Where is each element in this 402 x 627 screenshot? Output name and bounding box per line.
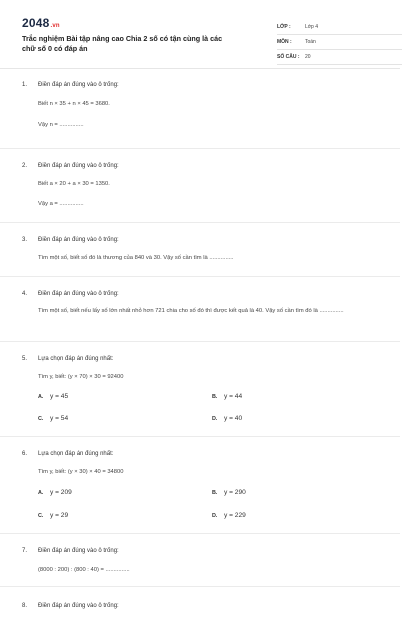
- option-text: y = 44: [224, 393, 243, 400]
- meta-table: [277, 20, 402, 65]
- option-text: y = 45: [50, 393, 69, 400]
- option-text: y = 54: [50, 415, 69, 422]
- question-prompt: Điền đáp án đúng vào ô trống:: [38, 548, 119, 554]
- question-prompt: Điền đáp án đúng vào ô trống:: [38, 603, 119, 609]
- question-number: 1.: [22, 82, 28, 88]
- question-line: Vậy n = ...............: [38, 122, 84, 128]
- meta-row-class: [277, 20, 402, 35]
- question-6: [0, 437, 400, 534]
- question-prompt: Điền đáp án đúng vào ô trống:: [38, 163, 119, 169]
- option-key: B.: [212, 394, 218, 400]
- option-key: C.: [38, 416, 44, 422]
- question-number: 4.: [22, 291, 28, 297]
- option-a[interactable]: [38, 393, 68, 400]
- question-number: 8.: [22, 603, 28, 609]
- option-b[interactable]: [212, 393, 242, 400]
- logo-suffix: .vn: [50, 23, 60, 29]
- option-text: y = 290: [224, 489, 246, 496]
- question-line: Tìm một số, biết nếu lấy số lớn nhất nhỏ hơn 721 chia cho số đó thì được kết quả là 40. Vậy số cần tìm đó là ...............: [38, 308, 344, 314]
- question-5: [0, 342, 400, 437]
- question-header: [22, 82, 119, 88]
- question-line: Biết n × 35 + n × 45 = 3680.: [38, 101, 110, 107]
- question-3: [0, 223, 400, 277]
- question-header: [22, 603, 119, 609]
- option-key: C.: [38, 513, 44, 519]
- question-prompt: Lựa chọn đáp án đúng nhất:: [38, 356, 114, 362]
- question-line: Biết a × 20 + a × 30 = 1350.: [38, 181, 110, 187]
- option-c[interactable]: [38, 512, 68, 519]
- question-header: [22, 291, 119, 297]
- question-line: Tìm một số, biết số đó là thương của 840 và 30. Vậy số cần tìm là ...............: [38, 255, 234, 261]
- question-2: [0, 149, 400, 223]
- option-d[interactable]: [212, 415, 242, 422]
- question-line: (8000 : 200) : (800 : 40) = ...............: [38, 567, 130, 573]
- meta-label: LỚP :: [277, 24, 291, 30]
- question-number: 6.: [22, 451, 28, 457]
- question-number: 7.: [22, 548, 28, 554]
- option-key: A.: [38, 490, 44, 496]
- question-header: [22, 237, 119, 243]
- option-text: y = 40: [224, 415, 243, 422]
- question-header: [22, 356, 113, 362]
- meta-value: 20: [305, 54, 311, 60]
- question-prompt: Điền đáp án đúng vào ô trống:: [38, 291, 119, 297]
- meta-value: Toán: [305, 39, 316, 45]
- question-prompt: Lựa chọn đáp án đúng nhất:: [38, 451, 114, 457]
- meta-label: SỐ CÂU :: [277, 54, 300, 60]
- question-prompt: Điền đáp án đúng vào ô trống:: [38, 237, 119, 243]
- option-text: y = 29: [50, 512, 69, 519]
- option-a[interactable]: [38, 489, 72, 496]
- question-7: [0, 534, 400, 587]
- option-key: A.: [38, 394, 44, 400]
- option-c[interactable]: [38, 415, 68, 422]
- question-number: 5.: [22, 356, 28, 362]
- option-text: y = 229: [224, 512, 246, 519]
- question-number: 3.: [22, 237, 28, 243]
- question-prompt: Điền đáp án đúng vào ô trống:: [38, 82, 119, 88]
- question-line: Tìm y, biết: (y × 30) × 40 = 34800: [38, 469, 124, 475]
- question-number: 2.: [22, 163, 28, 169]
- site-logo[interactable]: [22, 16, 60, 30]
- worksheet-header: [22, 14, 382, 64]
- logo-text: 2048: [22, 16, 50, 30]
- question-header: [22, 163, 119, 169]
- option-d[interactable]: [212, 512, 246, 519]
- meta-row-count: [277, 50, 402, 65]
- option-text: y = 209: [50, 489, 72, 496]
- document-title: Trắc nghiệm Bài tập nâng cao Chia 2 số có tận cùng là các chữ số 0 có đáp án: [22, 34, 223, 53]
- question-line: Tìm y, biết: (y × 70) × 30 = 92400: [38, 374, 124, 380]
- option-key: D.: [212, 513, 218, 519]
- question-line: Vậy a = ...............: [38, 201, 84, 207]
- question-header: [22, 548, 119, 554]
- meta-row-subject: [277, 35, 402, 50]
- question-header: [22, 451, 113, 457]
- question-1: [0, 68, 400, 149]
- question-list: [0, 68, 400, 627]
- meta-label: MÔN :: [277, 39, 292, 45]
- meta-value: Lớp 4: [305, 24, 319, 30]
- question-4: [0, 277, 400, 342]
- option-b[interactable]: [212, 489, 246, 496]
- question-8: [0, 587, 400, 627]
- option-key: B.: [212, 490, 218, 496]
- option-key: D.: [212, 416, 218, 422]
